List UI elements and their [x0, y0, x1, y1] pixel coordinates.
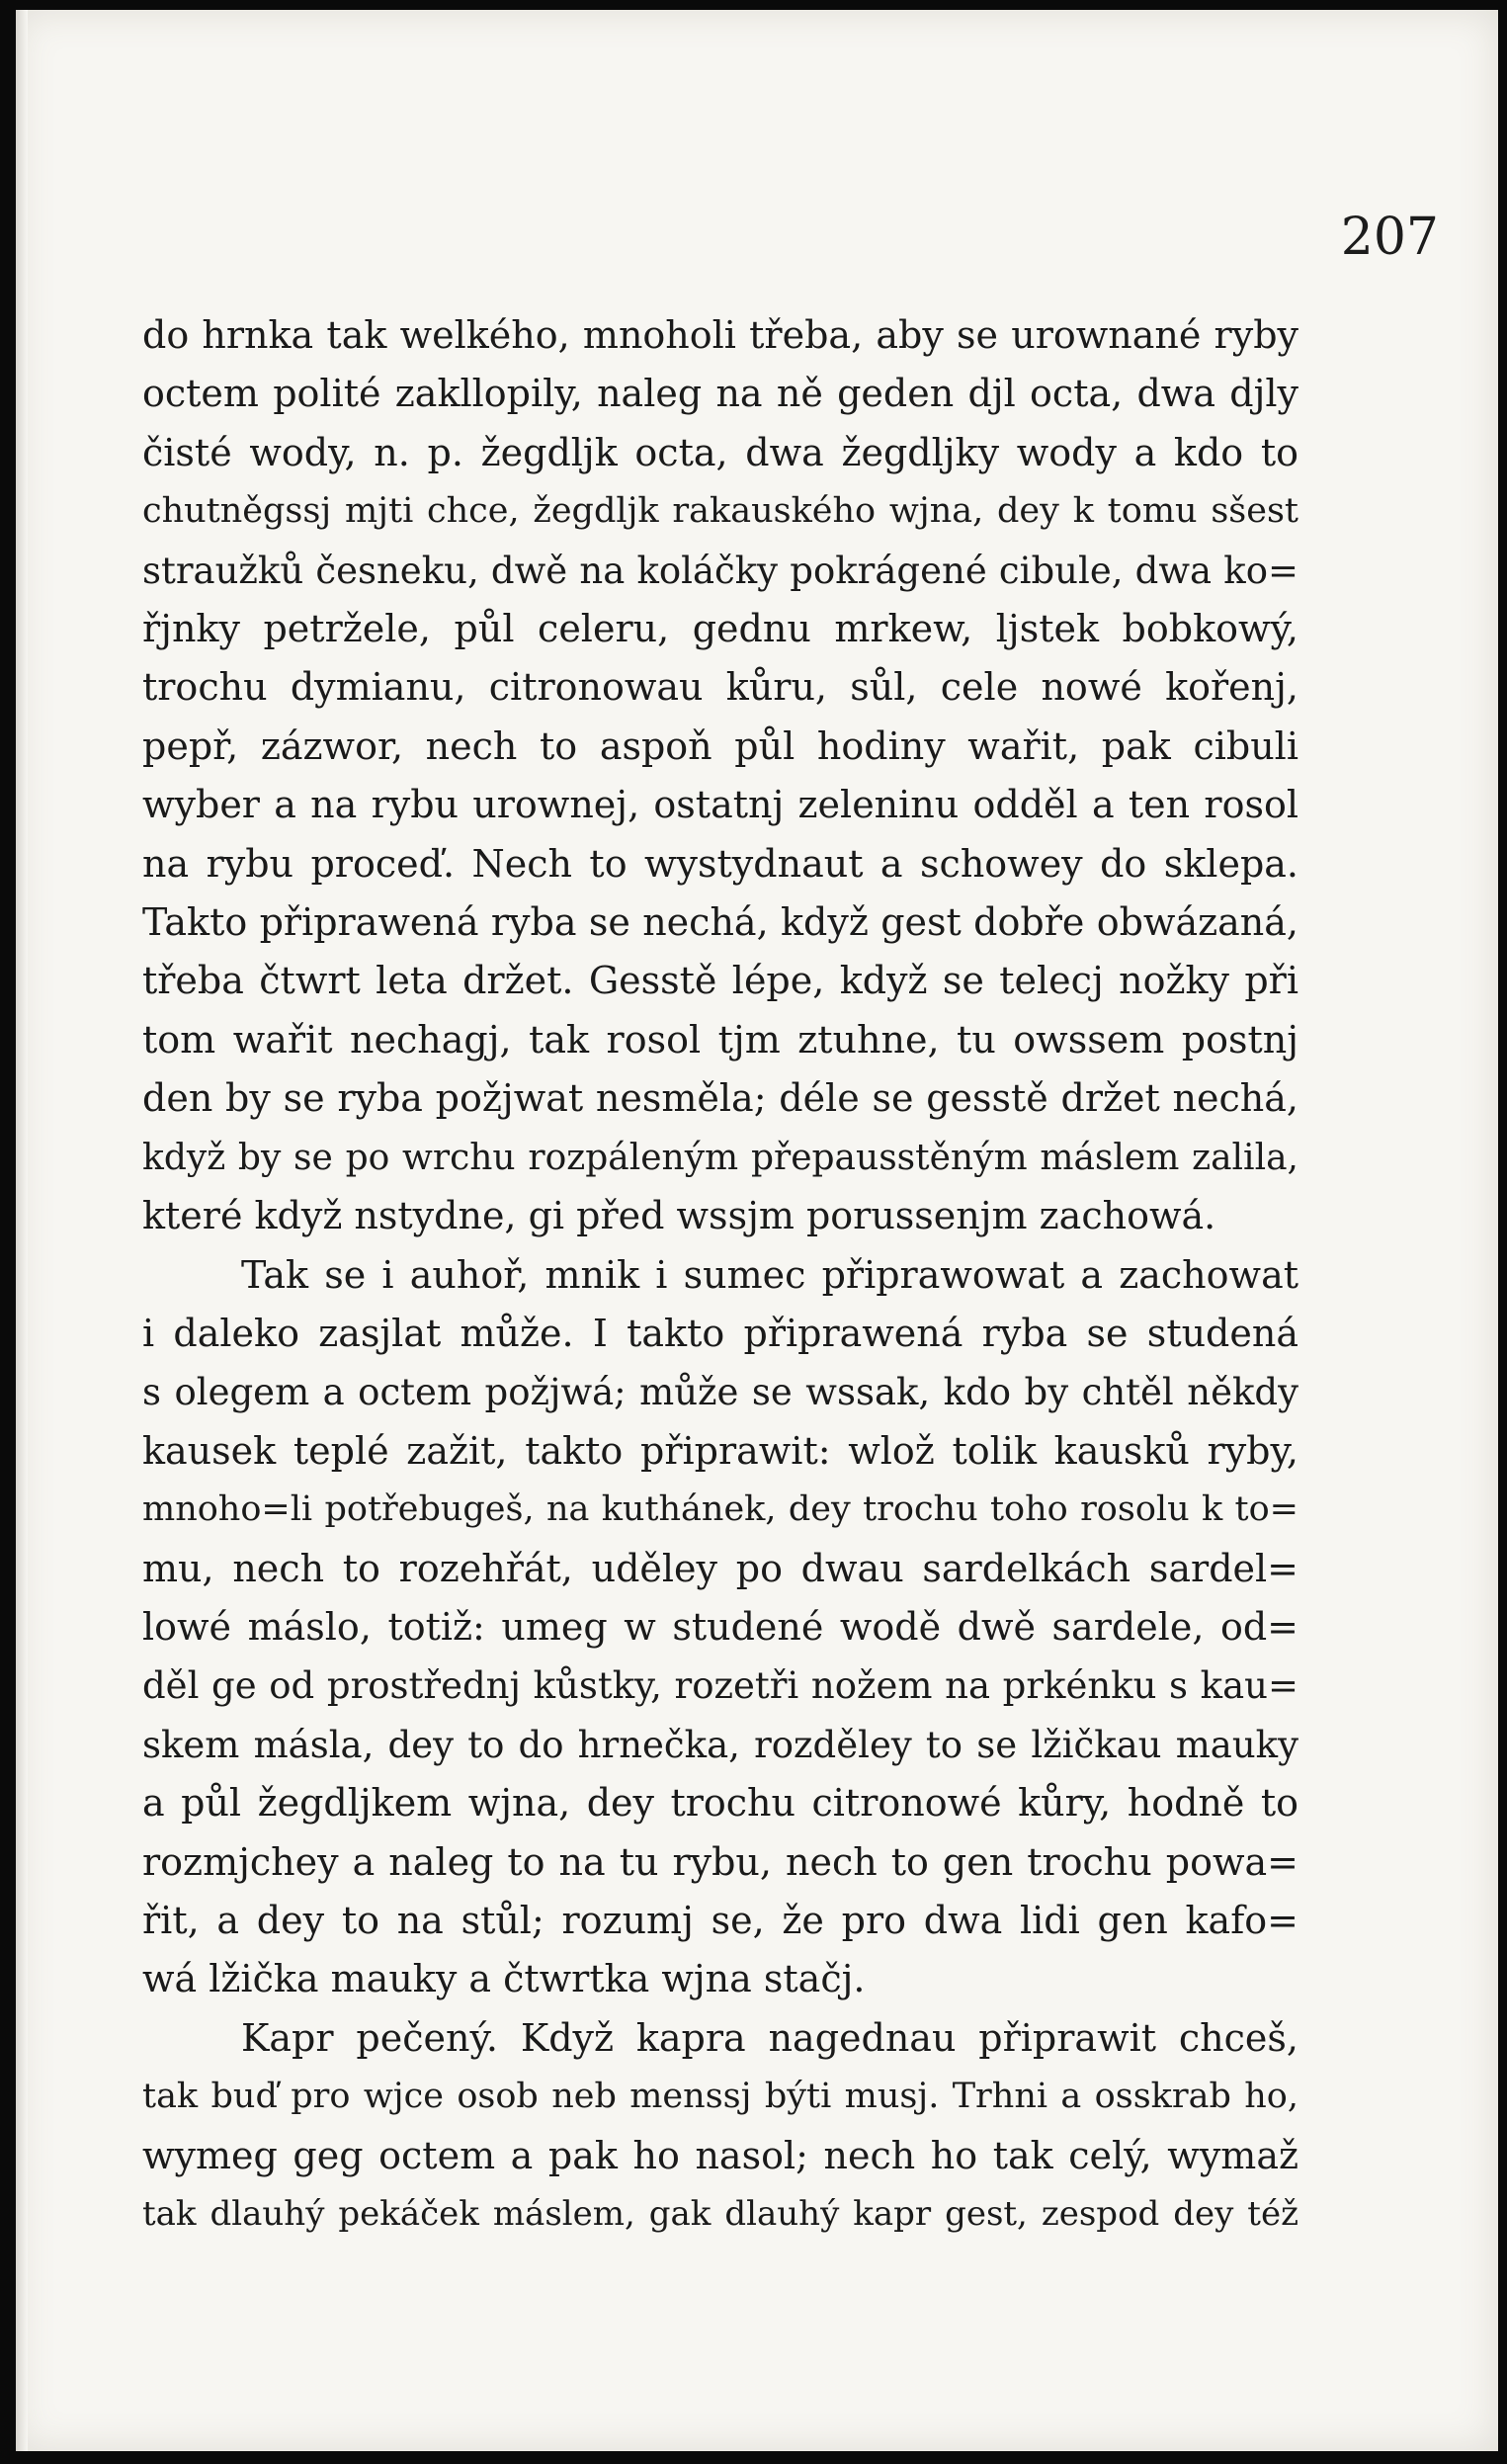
- text-line: Takto připrawená ryba se nechá, když gest dobře obwázaná,: [142, 900, 1298, 945]
- text-line: mnoho=li potřebugeš, na kuthánek, dey trochu toho rosolu k to=: [142, 1489, 1298, 1530]
- text-line: trochu dymianu, citronowau kůru, sůl, cele nowé kořenj,: [142, 665, 1298, 710]
- text-line: pepř, zázwor, nech to aspoň půl hodiny wařit, pak cibuli: [142, 723, 1298, 768]
- text-line: řit, a dey to na stůl; rozumj se, že pro dwa lidi gen kafo=: [142, 1898, 1298, 1942]
- text-line: tom wařit nechagj, tak rosol tjm ztuhne, tu owssem postnj: [142, 1017, 1298, 1062]
- text-line: řjnky petržele, půl celeru, gednu mrkew, ljstek bobkowý,: [142, 607, 1298, 651]
- text-line: děl ge od prostřednj kůstky, rozetři nožem na prkénku s kau=: [142, 1664, 1298, 1708]
- body-text: [142, 306, 1298, 2244]
- text-line: skem másla, dey to do hrnečka, rozděley to se lžičkau mauky: [142, 1723, 1298, 1766]
- text-line: wymeg geg octem a pak ho nasol; nech ho tak celý, wymaž: [142, 2133, 1298, 2177]
- text-line: tak buď pro wjce osob neb menssj býti musj. Trhni a osskrab ho,: [142, 2077, 1298, 2117]
- text-line: octem polité zakllopily, naleg na ně geden djl octa, dwa djly: [142, 372, 1298, 416]
- text-line: čisté wody, n. p. žegdljk octa, dwa žegdljky wody a kdo to: [142, 430, 1298, 474]
- text-line: lowé máslo, totiž: umeg w studené wodě dwě sardele, od=: [142, 1604, 1298, 1649]
- text-line: na rybu proceď. Nech to wystydnaut a schowey do sklepa.: [142, 841, 1298, 886]
- text-line: den by se ryba požjwat nesměla; déle se gesstě držet nechá,: [142, 1076, 1298, 1121]
- text-line: a půl žegdljkem wjna, dey trochu citronowé kůry, hodně to: [142, 1781, 1298, 1826]
- text-line: chutněgssj mjti chce, žegdljk rakauského wjna, dey k tomu sšest: [142, 491, 1298, 532]
- text-line: straužků česneku, dwě na koláčky pokrágené cibule, dwa ko=: [142, 549, 1298, 592]
- page-number: 207: [1340, 208, 1439, 267]
- text-line: když by se po wrchu rozpáleným přepausstěným máslem zalila,: [142, 1137, 1298, 1178]
- text-line: do hrnka tak welkého, mnoholi třeba, aby se urownané ryby: [142, 313, 1298, 357]
- text-line: Tak se i auhoř, mnik i sumec připrawowat a zachowat: [241, 1252, 1298, 1297]
- text-line: s olegem a octem požjwá; může se wssak, kdo by chtěl někdy: [142, 1371, 1298, 1414]
- text-line: mu, nech to rozehřát, uděley po dwau sardelkách sardel=: [142, 1546, 1298, 1590]
- text-line: třeba čtwrt leta držet. Gesstě lépe, když se telecj nožky při: [142, 959, 1298, 1003]
- text-line: rozmjchey a naleg to na tu rybu, nech to gen trochu powa=: [142, 1839, 1298, 1884]
- page-gutter: [16, 10, 28, 2451]
- text-line: wá lžička mauky a čtwrtka wjna stačj.: [142, 1957, 866, 2001]
- text-line: kausek teplé zažit, takto připrawit: wlož tolik kausků ryby,: [142, 1428, 1298, 1473]
- book-page: [16, 10, 1498, 2451]
- text-line: Kapr pečený. Když kapra nagednau připrawit chceš,: [241, 2015, 1298, 2060]
- text-line: tak dlauhý pekáček máslem, gak dlauhý kapr gest, zespod dey též: [142, 2194, 1298, 2234]
- text-line: wyber a na rybu urownej, ostatnj zeleninu odděl a ten rosol: [142, 783, 1298, 827]
- text-line: i daleko zasjlat může. I takto připrawená ryba se studená: [142, 1311, 1298, 1355]
- text-line: které když nstydne, gi před wssjm porussenjm zachowá.: [142, 1194, 1216, 1238]
